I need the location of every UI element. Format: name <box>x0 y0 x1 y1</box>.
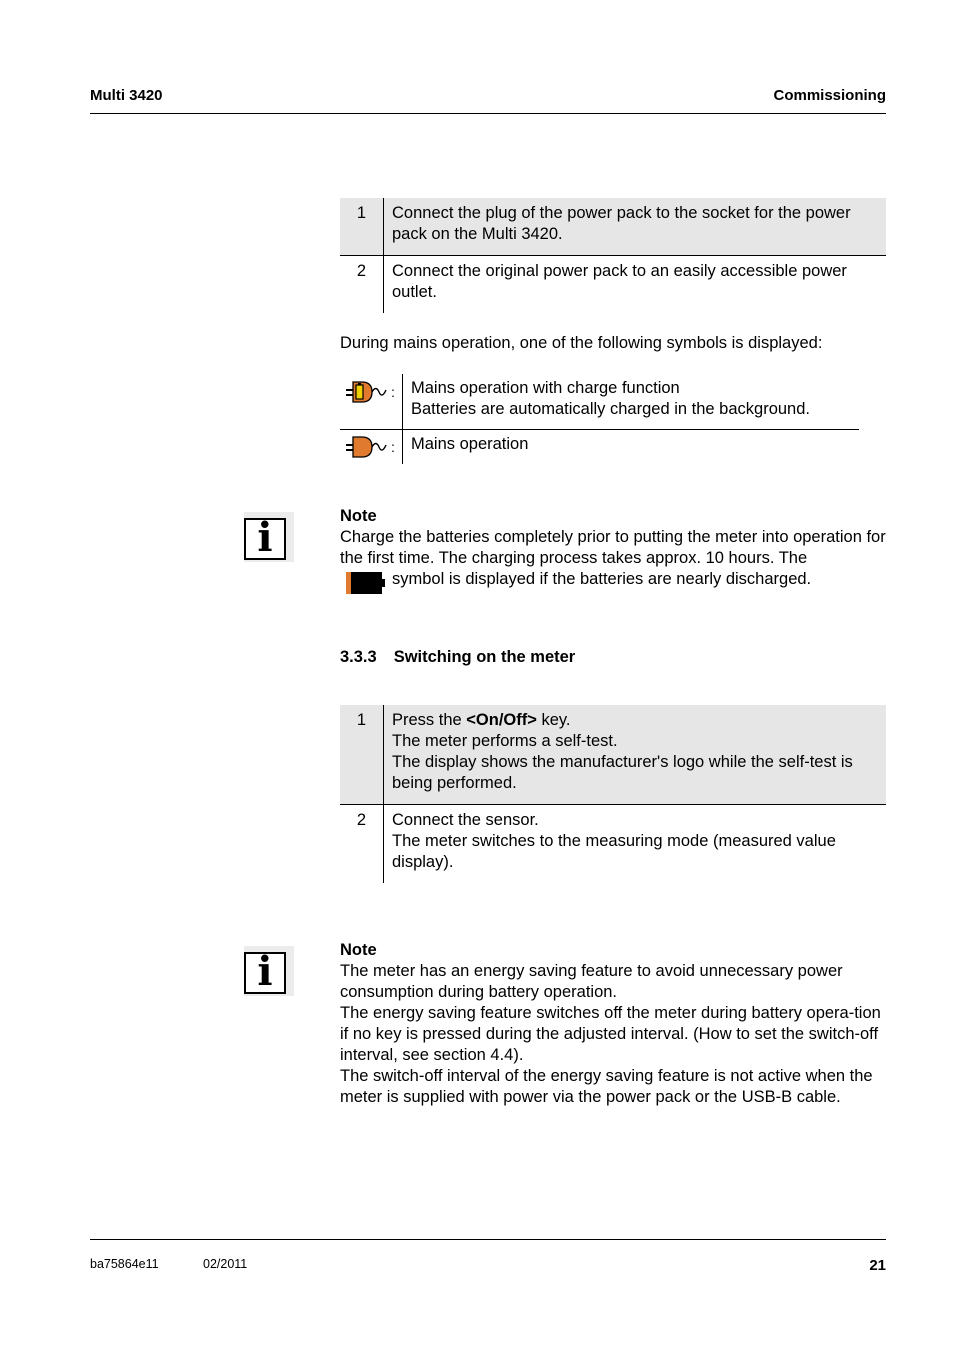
step-row <box>340 198 886 256</box>
note-paragraph: The energy saving feature switches off the meter during battery opera-tion if no key is pressed during the adjusted interval. (How to set the switch-off interval, see section 4.4). <box>340 1004 881 1064</box>
symbol-label: Mains operation <box>411 435 529 453</box>
step-text: The display shows the manufacturer's logo while the self-test is being performed. <box>392 753 853 792</box>
info-glyph: i <box>257 514 273 561</box>
svg-text::: : <box>391 384 395 400</box>
battery-empty-icon <box>346 572 386 594</box>
header-chapter: Commissioning <box>773 87 886 104</box>
symbol-label: Mains operation with charge function <box>411 379 680 397</box>
footer-date: 02/2011 <box>203 1257 248 1271</box>
step-text: Connect the original power pack to an easily accessible power outlet. <box>392 262 847 301</box>
symbol-row <box>340 430 859 465</box>
switch-on-steps <box>340 705 886 883</box>
info-glyph: i <box>257 948 273 995</box>
header-rule <box>90 113 886 114</box>
info-icon <box>244 946 294 996</box>
note-battery <box>340 506 888 590</box>
page-number: 21 <box>869 1257 886 1274</box>
note-energy-saving <box>340 940 888 1108</box>
step-text: Connect the plug of the power pack to the socket for the power pack on the Multi 3420. <box>384 198 887 256</box>
note-title: Note <box>340 507 377 525</box>
step-number: 2 <box>340 256 384 314</box>
plug-charge-icon <box>344 379 396 405</box>
mains-intro: During mains operation, one of the following symbols is displayed: <box>340 334 823 352</box>
power-pack-steps <box>340 198 886 313</box>
step-text: key. <box>536 711 571 729</box>
plug-icon <box>344 434 396 460</box>
step-text: Connect the sensor. <box>392 811 539 829</box>
section-number: 3.3.3 <box>340 648 377 666</box>
note-text-battery: symbol is displayed if the batteries are nearly discharged. <box>392 570 812 588</box>
footer-rule <box>90 1239 886 1240</box>
section-heading <box>340 648 575 667</box>
step-text: Press the <box>392 711 467 729</box>
step-number: 1 <box>340 705 384 805</box>
note-paragraph: The switch-off interval of the energy saving feature is not active when the meter is supplied with power via the power pack or the USB-B cable. <box>340 1067 873 1106</box>
step-row <box>340 256 886 314</box>
symbol-row <box>340 374 859 430</box>
symbol-description: Batteries are automatically charged in the background. <box>411 400 810 418</box>
info-icon <box>244 512 294 562</box>
note-title: Note <box>340 941 377 959</box>
step-row <box>340 805 886 884</box>
symbol-table <box>340 374 859 464</box>
on-off-key: <On/Off> <box>466 711 537 729</box>
svg-text::: : <box>391 439 395 455</box>
note-text: Charge the batteries completely prior to putting the meter into operation for the first time. The charging process takes approx. 10 hours. The <box>340 528 886 567</box>
section-title: Switching on the meter <box>393 648 576 666</box>
step-number: 2 <box>340 805 384 884</box>
step-text: The meter performs a self-test. <box>392 732 618 750</box>
step-text: The meter switches to the measuring mode (measured value display). <box>392 832 836 871</box>
note-paragraph: The meter has an energy saving feature to avoid unnecessary power consumption during battery operation. <box>340 962 843 1001</box>
step-row <box>340 705 886 805</box>
step-number: 1 <box>340 198 384 256</box>
footer-doc-id: ba75864e11 <box>90 1257 159 1271</box>
header-product: Multi 3420 <box>90 87 163 104</box>
